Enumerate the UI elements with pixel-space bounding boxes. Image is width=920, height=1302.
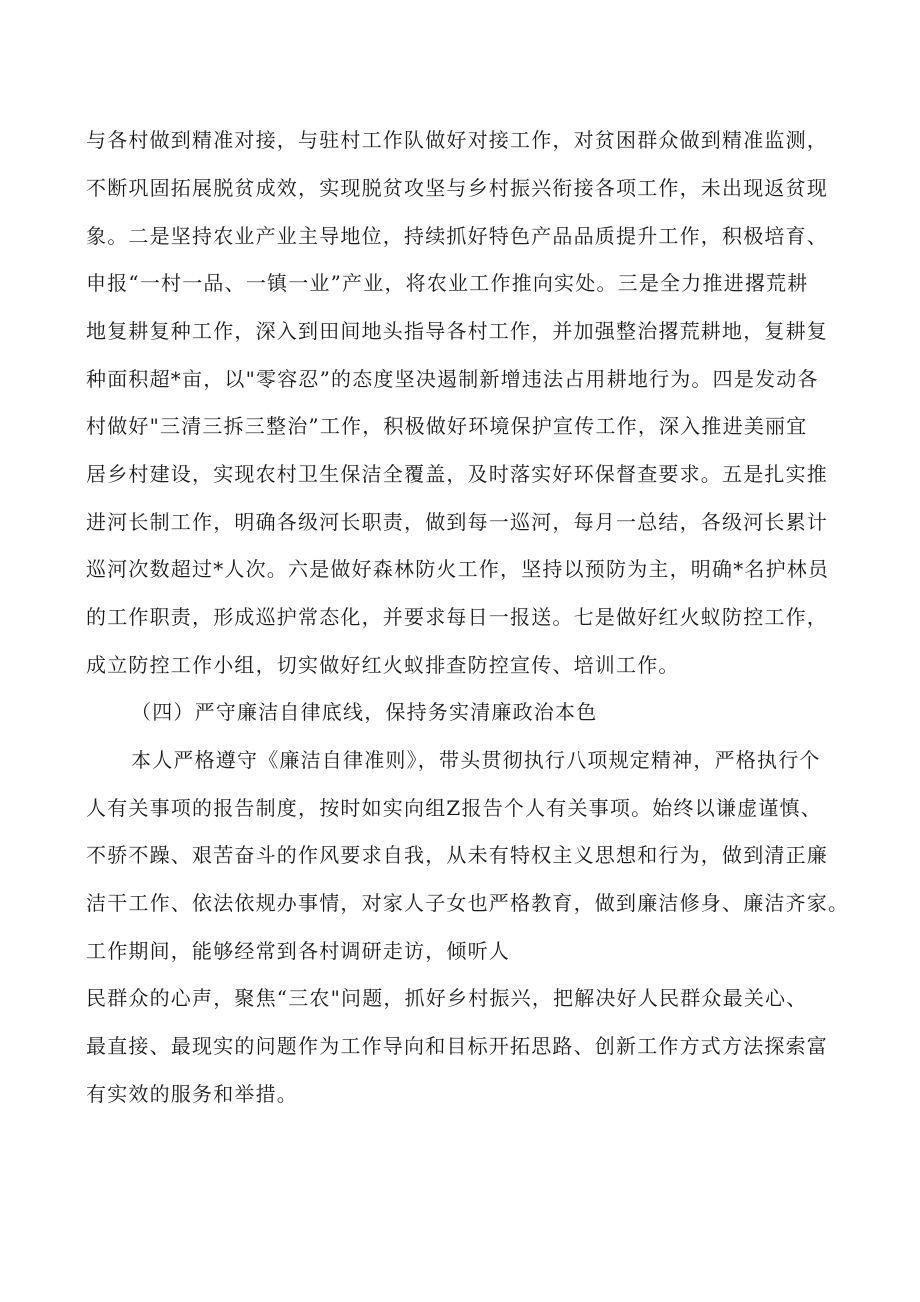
section-heading: （四）严守廉洁自律底线，保持务实清廉政治本色	[131, 700, 598, 724]
paragraph-1-line: 的工作职责，形成巡护常态化，并要求每日一报送。七是做好红火蚁防控工作，	[86, 605, 828, 629]
paragraph-2-line: 不骄不躁、艰苦奋斗的作风要求自我，从未有特权主义思想和行为，做到清正廉	[86, 843, 828, 867]
paragraph-2-line: 工作期间，能够经常到各村调研走访，倾听人	[86, 939, 510, 963]
paragraph-1-line: 进河长制工作，明确各级河长职责，做到每一巡河，每月一总结，各级河长累计	[86, 510, 828, 534]
paragraph-1-line: 成立防控工作小组，切实做好红火蚁排查防控宣传、培训工作。	[86, 653, 680, 677]
paragraph-1-line: 村做好"三清三拆三整治”工作，积极做好环境保护宣传工作，深入推进美丽宜	[86, 414, 808, 438]
paragraph-1-line: 与各村做到精准对接，与驻村工作队做好对接工作，对贫困群众做到精准监测，	[86, 128, 828, 152]
paragraph-2-line: 人有关事项的报告制度，按时如实向组Z报告个人有关事项。始终以谦虚谨慎、	[86, 796, 822, 820]
paragraph-1-line: 象。二是坚持农业产业主导地位，持续抓好特色产品品质提升工作，积极培育、	[86, 224, 828, 248]
paragraph-2-line: 本人严格遵守《廉洁自律准则》，带头贯彻执行八项规定精神，严格执行个	[131, 748, 821, 772]
paragraph-1-line: 地复耕复种工作，深入到田间地头指导各村工作，并加强整治撂荒耕地，复耕复	[86, 319, 828, 343]
paragraph-3-line: 最直接、最现实的问题作为工作导向和目标开拓思路、创新工作方式方法探索富	[86, 1034, 828, 1058]
paragraph-1-line: 种面积超*亩，以"零容忍”的态度坚决遏制新增违法占用耕地行为。四是发动各	[86, 367, 819, 391]
paragraph-3-line: 有实效的服务和举措。	[86, 1082, 298, 1106]
paragraph-1-line: 不断巩固拓展脱贫成效，实现脱贫攻坚与乡村振兴衔接各项工作，未出现返贫现	[86, 176, 828, 200]
paragraph-3-line: 民群众的心声，聚焦“三农"问题，抓好乡村振兴，把解决好人民群众最关心、	[86, 986, 808, 1010]
paragraph-2-line: 洁干工作、依法依规办事情，对家人子女也严格教育，做到廉洁修身、廉洁齐家。	[86, 891, 850, 915]
paragraph-1-line: 申报“一村一品、一镇一业”产业，将农业工作推向实处。三是全力推进撂荒耕	[86, 271, 809, 295]
paragraph-1-line: 居乡村建设，实现农村卫生保洁全覆盖，及时落实好环保督查要求。五是扎实推	[86, 462, 828, 486]
paragraph-1-line: 巡河次数超过*人次。六是做好森林防火工作，坚持以预防为主，明确*名护林员	[86, 557, 830, 581]
